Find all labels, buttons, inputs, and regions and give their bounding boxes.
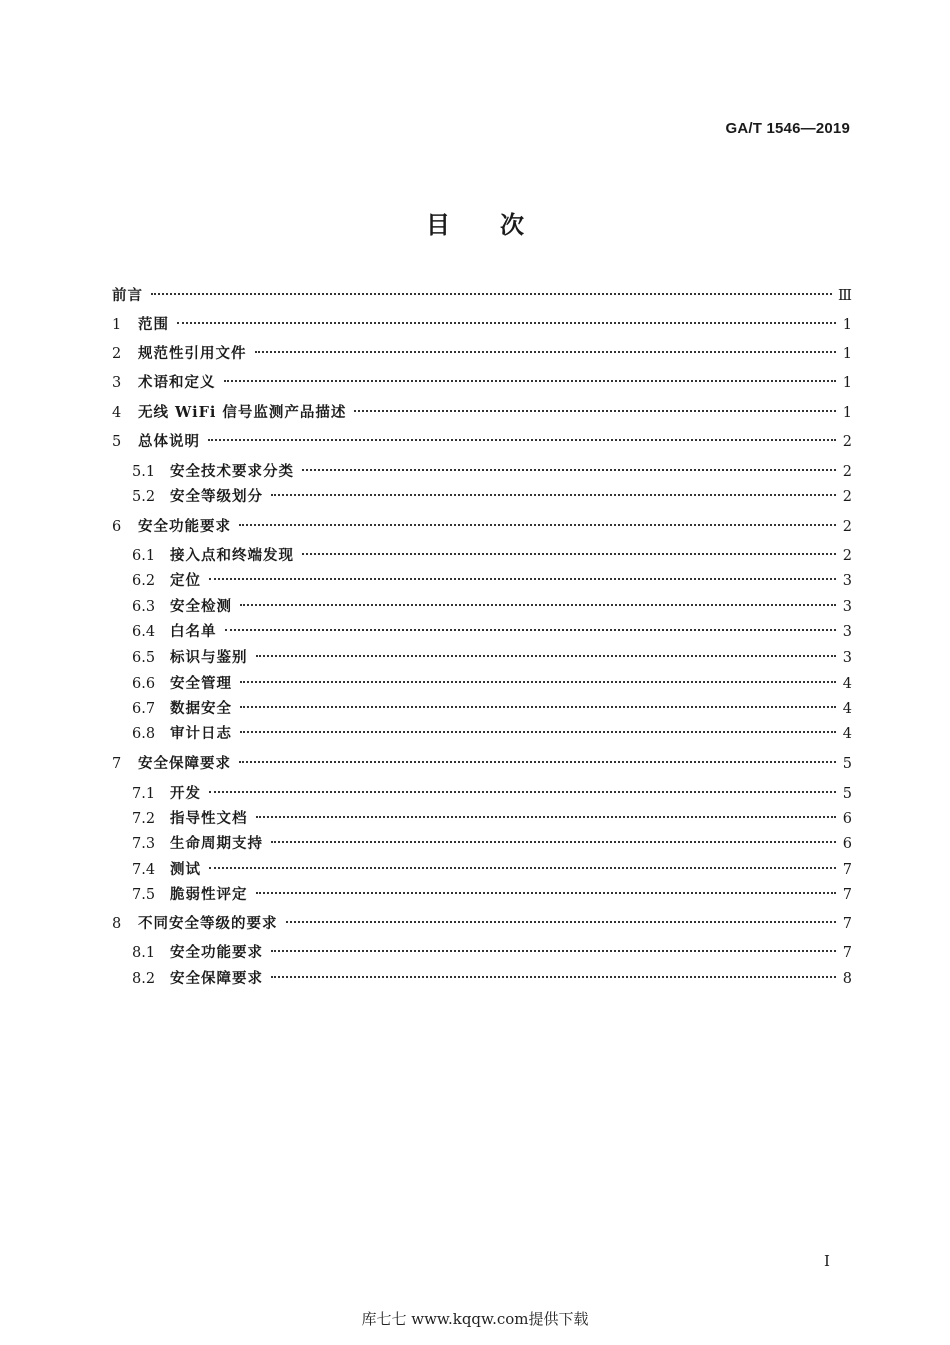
- toc-entry-page: 5: [842, 756, 852, 772]
- toc-entry-number: 8: [112, 916, 122, 932]
- page-title: [0, 205, 950, 240]
- toc-leader-dots: [240, 681, 836, 683]
- toc-leader-dots: [271, 494, 836, 496]
- toc-leader-dots: [354, 410, 836, 412]
- download-watermark-text: 库七七 www.kqqw.com提供下载: [361, 1310, 589, 1328]
- toc-entry-page: 4: [842, 676, 852, 692]
- toc-entry-label: 不同安全等级的要求: [138, 915, 278, 932]
- toc-entry-number: 3: [112, 375, 122, 391]
- toc-entry-label: 接入点和终端发现: [170, 547, 294, 564]
- toc-entry-number: 6.6: [132, 676, 156, 692]
- toc-entry-page: 1: [842, 346, 852, 362]
- toc-entry-label: 总体说明: [138, 433, 200, 450]
- toc-entry-label: 标识与鉴别: [170, 649, 248, 666]
- toc-entry-6-3[interactable]: [132, 596, 852, 618]
- toc-entry-number: 8.2: [132, 971, 156, 987]
- toc-leader-dots: [240, 731, 836, 733]
- toc-entry-3[interactable]: [112, 372, 852, 394]
- toc-entry-label: 术语和定义: [138, 374, 216, 391]
- toc-entry-label: 范围: [138, 316, 169, 333]
- toc-entry-label: 安全保障要求: [170, 970, 263, 987]
- toc-entry-label: 安全功能要求: [138, 518, 231, 535]
- toc-entry-page: 1: [842, 317, 852, 333]
- toc-leader-dots: [209, 578, 836, 580]
- toc-entry-2[interactable]: [112, 343, 852, 365]
- toc-entry-6-6[interactable]: [132, 673, 852, 695]
- toc-entry-7[interactable]: [112, 753, 852, 775]
- toc-leader-dots: [256, 816, 837, 818]
- toc-entry-page: 7: [842, 887, 852, 903]
- toc-entry-page: 8: [842, 971, 852, 987]
- toc-entry-6-7[interactable]: [132, 698, 852, 720]
- toc-entry-5-2[interactable]: [132, 486, 852, 508]
- toc-entry-label: 数据安全: [170, 700, 232, 717]
- toc-entry-8[interactable]: [112, 913, 852, 935]
- toc-entry-label: 安全技术要求分类: [170, 463, 294, 480]
- toc-entry-7-3[interactable]: [132, 833, 852, 855]
- toc-entry-page: 3: [842, 624, 852, 640]
- toc-entry-6-2[interactable]: [132, 570, 852, 592]
- toc-entry-page: 3: [842, 573, 852, 589]
- toc-entry-number: 7: [112, 756, 122, 772]
- toc-entry-page: 6: [842, 811, 852, 827]
- toc-entry-7-1[interactable]: [132, 783, 852, 805]
- toc-entry-number: 6.5: [132, 650, 156, 666]
- toc-leader-dots: [225, 629, 837, 631]
- toc-entry-foreword[interactable]: [112, 285, 852, 307]
- toc-entry-label: 脆弱性评定: [170, 886, 248, 903]
- toc-entry-number: 6.4: [132, 624, 156, 640]
- toc-leader-dots: [239, 761, 836, 763]
- toc-entry-label: 前言: [112, 287, 143, 304]
- toc-entry-page: 1: [842, 405, 852, 421]
- toc-entry-7-2[interactable]: [132, 808, 852, 830]
- toc-entry-8-1[interactable]: [132, 942, 852, 964]
- toc-entry-page: 2: [842, 464, 852, 480]
- toc-entry-number: 6.8: [132, 726, 156, 742]
- toc-entry-label: 生命周期支持: [170, 835, 263, 852]
- toc-entry-8-2[interactable]: [132, 968, 852, 990]
- toc-entry-page: 4: [842, 701, 852, 717]
- toc-entry-6-1[interactable]: [132, 545, 852, 567]
- toc-entry-number: 4: [112, 405, 122, 421]
- title-char-2: 次: [500, 210, 524, 239]
- toc-leader-dots: [271, 841, 836, 843]
- toc-entry-6-5[interactable]: [132, 647, 852, 669]
- toc-entry-number: 5: [112, 434, 122, 450]
- toc-leader-dots: [209, 867, 836, 869]
- toc-entry-label: 安全保障要求: [138, 755, 231, 772]
- toc-leader-dots: [286, 921, 837, 923]
- toc-leader-dots: [255, 351, 837, 353]
- toc-entry-page: 7: [842, 916, 852, 932]
- toc-entry-number: 6.7: [132, 701, 156, 717]
- toc-entry-6-4[interactable]: [132, 621, 852, 643]
- toc-entry-label: 白名单: [170, 623, 217, 640]
- toc-entry-page: 5: [842, 786, 852, 802]
- toc-entry-number: 2: [112, 346, 122, 362]
- toc-entry-4[interactable]: [112, 402, 852, 424]
- toc-entry-number: 7.1: [132, 786, 156, 802]
- toc-leader-dots: [271, 950, 836, 952]
- toc-leader-dots: [224, 380, 837, 382]
- toc-entry-page: 2: [842, 489, 852, 505]
- toc-entry-label: 安全管理: [170, 675, 232, 692]
- toc-leader-dots: [256, 655, 837, 657]
- toc-entry-label: 安全等级划分: [170, 488, 263, 505]
- toc-entry-page: 7: [842, 945, 852, 961]
- toc-entry-number: 6.3: [132, 599, 156, 615]
- toc-leader-dots: [271, 976, 836, 978]
- toc-entry-6[interactable]: [112, 516, 852, 538]
- title-char-1: 目: [426, 210, 450, 239]
- toc-entry-label: 无线 WiFi 信号监测产品描述: [138, 404, 347, 421]
- toc-entry-number: 6.2: [132, 573, 156, 589]
- toc-entry-page: 1: [842, 375, 852, 391]
- toc-leader-dots: [151, 293, 832, 295]
- toc-entry-page: 2: [842, 519, 852, 535]
- toc-entry-number: 7.4: [132, 862, 156, 878]
- toc-entry-number: 1: [112, 317, 122, 333]
- toc-entry-number: 6.1: [132, 548, 156, 564]
- toc-entry-page: 2: [842, 434, 852, 450]
- toc-entry-6-8[interactable]: [132, 723, 852, 745]
- toc-entry-label: 测试: [170, 861, 201, 878]
- toc-leader-dots: [239, 524, 836, 526]
- toc-entry-label: 审计日志: [170, 725, 232, 742]
- toc-entry-page: 3: [842, 599, 852, 615]
- toc-entry-number: 5.2: [132, 489, 156, 505]
- toc-leader-dots: [209, 791, 836, 793]
- toc-leader-dots: [208, 439, 836, 441]
- toc-entry-label: 安全检测: [170, 598, 232, 615]
- toc-entry-page: 6: [842, 836, 852, 852]
- toc-entry-page: 2: [842, 548, 852, 564]
- toc-entry-label: 规范性引用文件: [138, 345, 247, 362]
- toc-entry-number: 5.1: [132, 464, 156, 480]
- toc-entry-number: 7.5: [132, 887, 156, 903]
- toc-entry-label: 安全功能要求: [170, 944, 263, 961]
- toc-leader-dots: [256, 892, 837, 894]
- toc-leader-dots: [240, 706, 836, 708]
- toc-entry-label: 定位: [170, 572, 201, 589]
- toc-entry-5-1[interactable]: [132, 461, 852, 483]
- toc-entry-1[interactable]: [112, 314, 852, 336]
- toc-entry-number: 8.1: [132, 945, 156, 961]
- toc-entry-number: 7.3: [132, 836, 156, 852]
- toc-entry-page: 4: [842, 726, 852, 742]
- toc-entry-page: 7: [842, 862, 852, 878]
- toc-leader-dots: [302, 469, 836, 471]
- toc-entry-7-4[interactable]: [132, 859, 852, 881]
- toc-leader-dots: [177, 322, 836, 324]
- toc-entry-5[interactable]: [112, 431, 852, 453]
- toc-entry-label: 开发: [170, 785, 201, 802]
- page-number: I: [824, 1252, 830, 1270]
- toc-entry-page: 3: [842, 650, 852, 666]
- toc-entry-number: 7.2: [132, 811, 156, 827]
- toc-leader-dots: [240, 604, 836, 606]
- document-code: GA/T 1546—2019: [725, 120, 850, 137]
- toc-entry-page: Ⅲ: [838, 288, 852, 304]
- toc-entry-7-5[interactable]: [132, 884, 852, 906]
- toc-entry-number: 6: [112, 519, 122, 535]
- toc-entry-label: 指导性文档: [170, 810, 248, 827]
- toc-leader-dots: [302, 553, 836, 555]
